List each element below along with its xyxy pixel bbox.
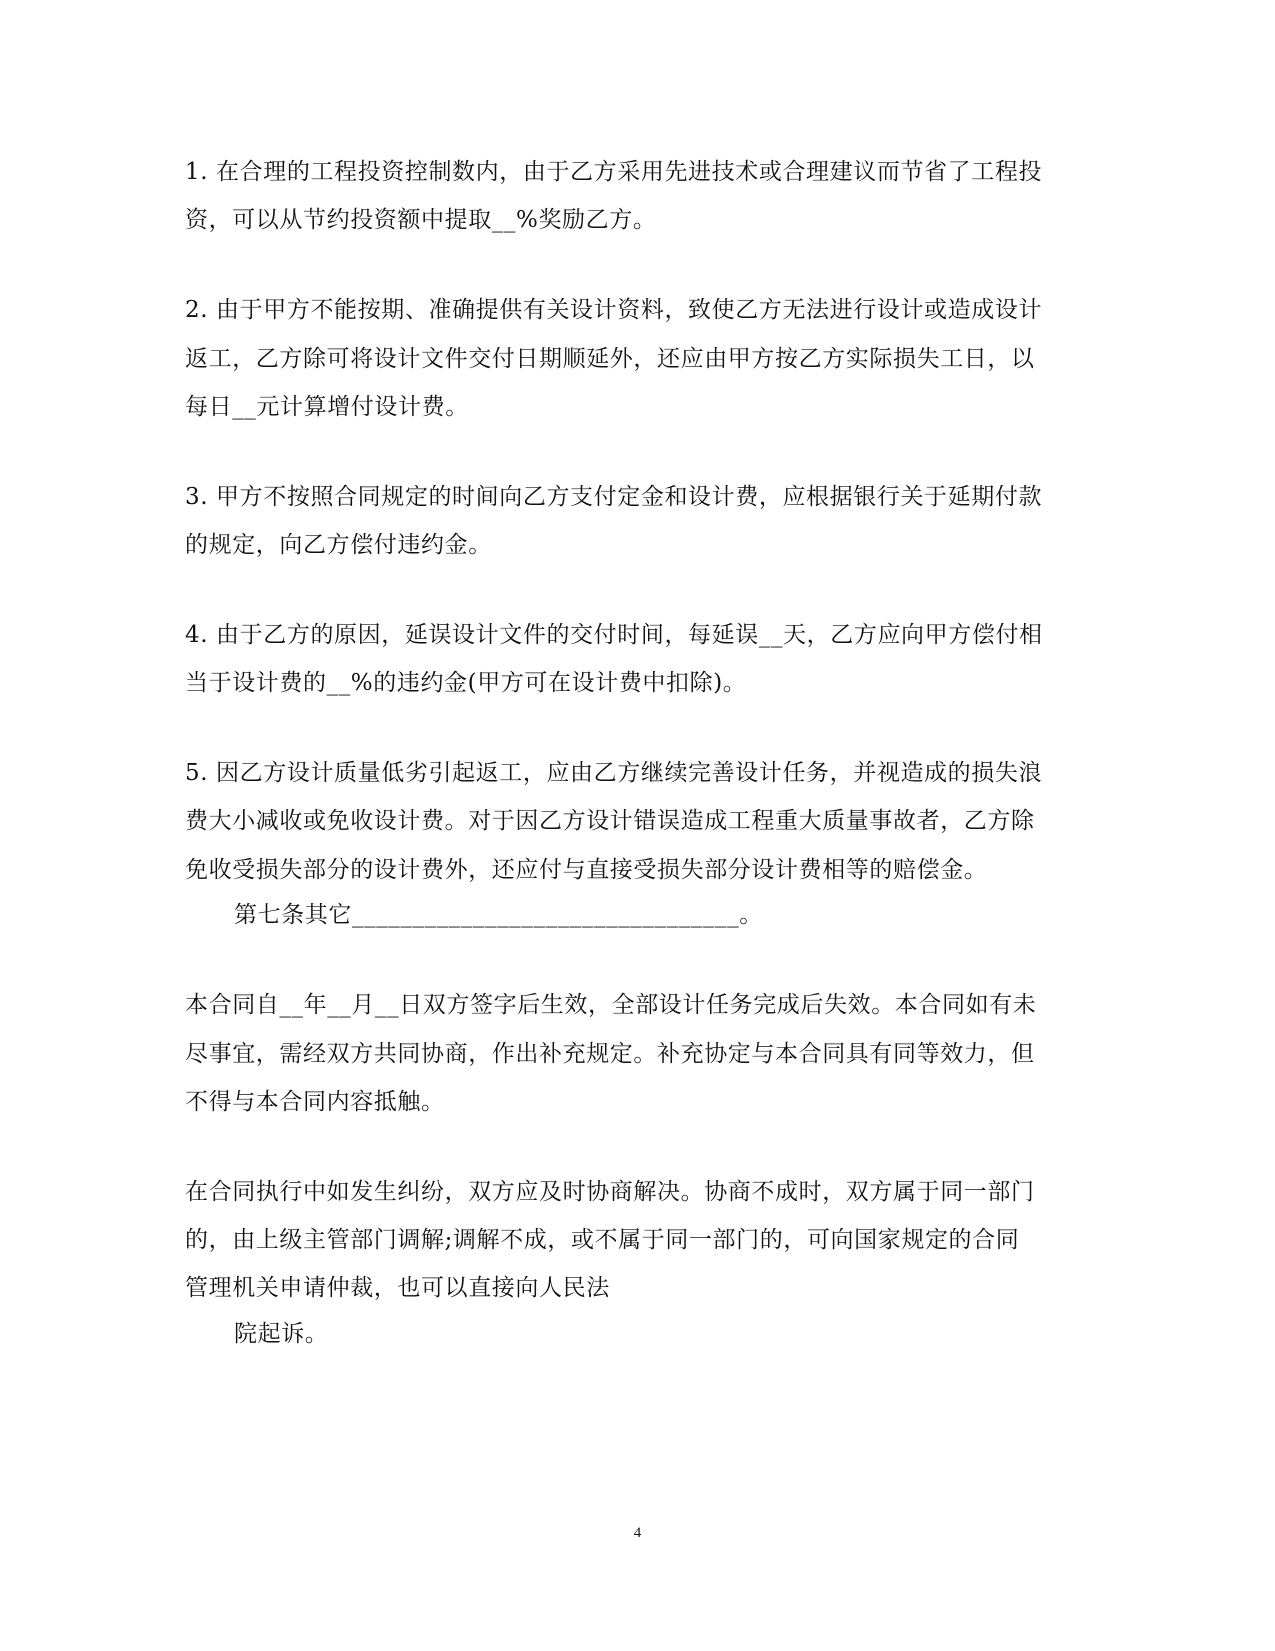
dispute-line-3: 管理机关申请仲裁，也可以直接向人民法 [185,1275,610,1301]
clause-3-line-1: 3. 甲方不按照合同规定的时间向乙方支付定金和设计费，应根据银行关于延期付款 [185,484,1043,510]
clause-3-line-2: 的规定，向乙方偿付违约金。 [185,532,492,558]
clause-5-line-1: 5. 因乙方设计质量低劣引起返工，应由乙方继续完善设计任务，并视造成的损失浪 [185,760,1043,786]
effectiveness-line-3: 不得与本合同内容抵触。 [185,1089,445,1115]
clause-4-line-2: 当于设计费的__%的违约金(甲方可在设计费中扣除)。 [185,670,747,696]
clause-2-line-3: 每日__元计算增付设计费。 [185,394,469,420]
clause-5-line-3: 免收受损失部分的设计费外，还应付与直接受损失部分设计费相等的赔偿金。 [185,857,988,883]
clause-1-line-2: 资，可以从节约投资额中提取__%奖励乙方。 [185,207,657,233]
dispute-line-2: 的，由上级主管部门调解;调解不成，或不属于同一部门的，可向国家规定的合同 [185,1227,1020,1253]
clause-2-line-1: 2. 由于甲方不能按期、准确提供有关设计资料，致使乙方无法进行设计或造成设计 [185,297,1043,323]
dispute-continuation: 院起诉。 [234,1321,329,1347]
clause-5-line-2: 费大小减收或免收设计费。对于因乙方设计错误造成工程重大质量事故者，乙方除 [185,808,1035,834]
effectiveness-line-2: 尽事宜，需经双方共同协商，作出补充规定。补充协定与本合同具有同等效力，但 [185,1041,1035,1067]
clause-2-line-2: 返工，乙方除可将设计文件交付日期顺延外，还应由甲方按乙方实际损失工日，以 [185,346,1035,372]
effectiveness-line-1: 本合同自__年__月__日双方签字后生效，全部设计任务完成后失效。本合同如有未 [185,992,1037,1018]
article-7-other: 第七条其它________________________________。 [234,902,763,928]
clause-1-line-1: 1. 在合理的工程投资控制数内，由于乙方采用先进技术或合理建议而节省了工程投 [185,159,1043,185]
clause-4-line-1: 4. 由于乙方的原因，延误设计文件的交付时间，每延误__天，乙方应向甲方偿付相 [185,622,1043,648]
dispute-line-1: 在合同执行中如发生纠纷，双方应及时协商解决。协商不成时，双方属于同一部门 [185,1179,1035,1205]
page-number: 4 [633,1525,642,1541]
